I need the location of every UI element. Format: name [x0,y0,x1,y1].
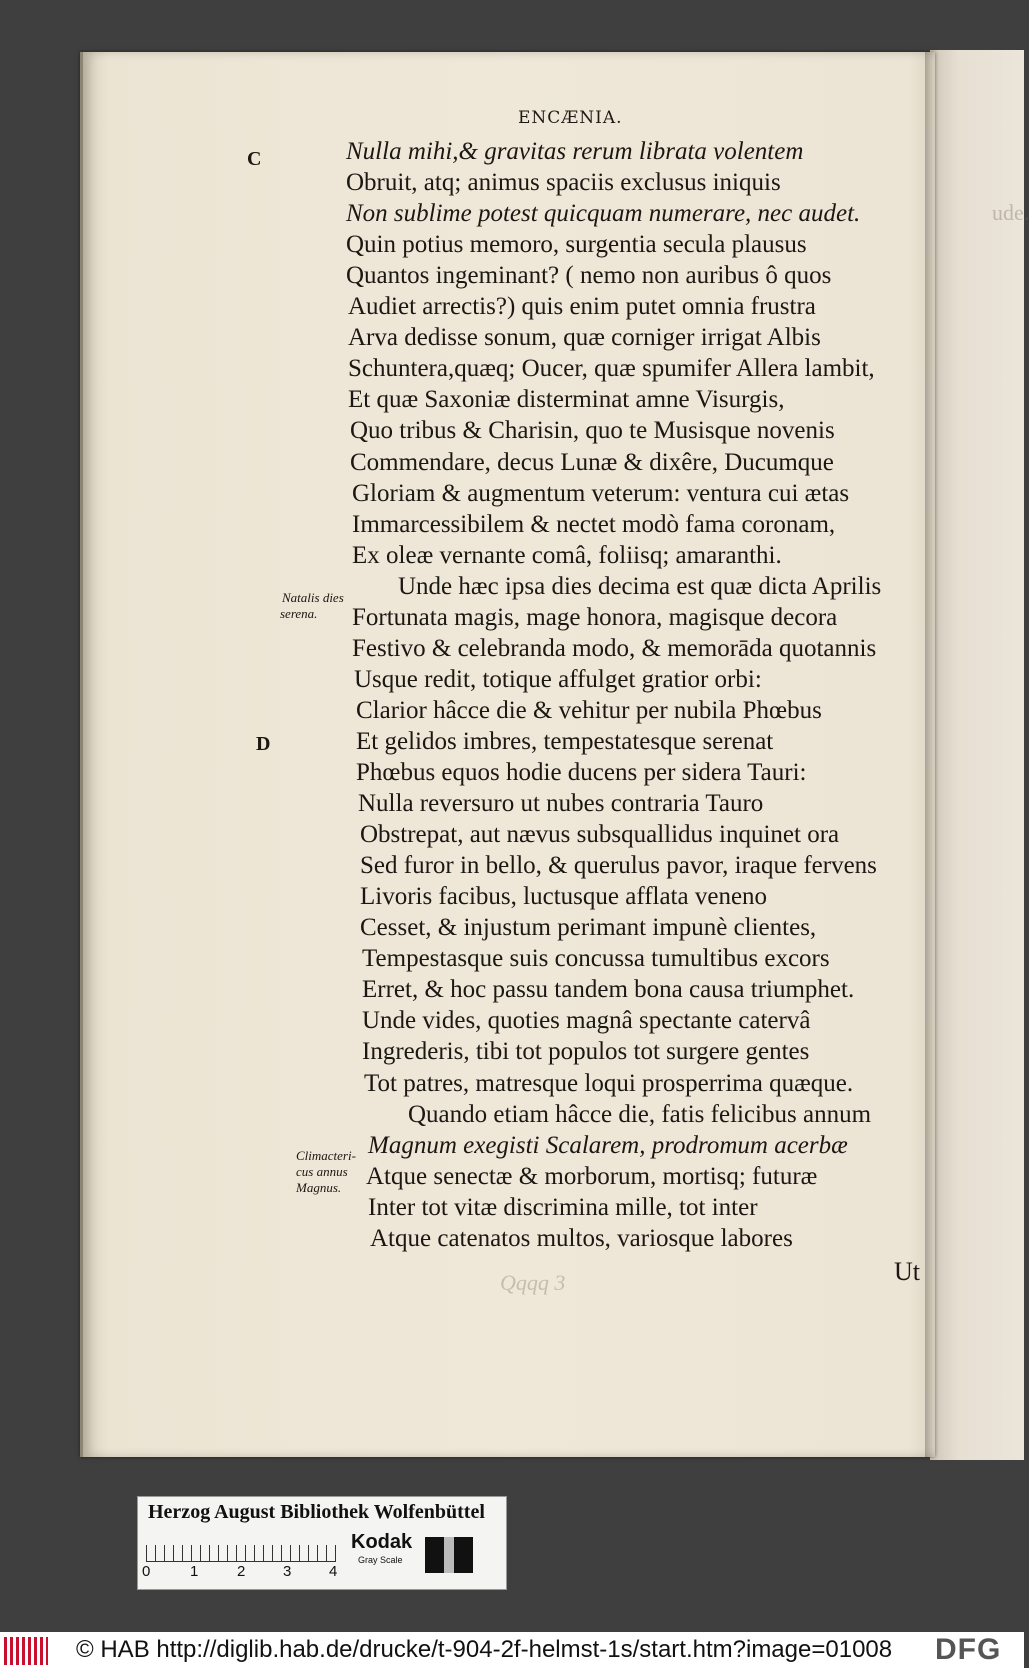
source-url[interactable]: © HAB http://diglib.hab.de/drucke/t-904-2f-helmst-1s/start.htm?image=01008 [76,1636,893,1663]
scale-number: 4 [329,1563,338,1580]
margin-note: Climacteri- [296,1148,356,1163]
poem-line: Obruit, atq; animus spaciis exclusus iniquis [346,169,781,196]
poem-line: Erret, & hoc passu tandem bona causa triumphet. [362,976,855,1003]
poem-line: Arva dedisse sonum, quæ corniger irrigat Albis [348,324,821,351]
poem-line: Nulla mihi,& gravitas rerum librata volentem [346,138,804,165]
poem-line: Non sublime potest quicquam numerare, nec audet. [346,200,861,227]
margin-note: cus annus [296,1164,348,1179]
poem-line: Phœbus equos hodie ducens per sidera Tauri: [356,759,807,786]
card-title: Herzog August Bibliothek Wolfenbüttel [148,1501,485,1523]
poem-line: Immarcessibilem & nectet modò fama coronam, [352,511,836,538]
margin-note: Natalis dies [282,590,344,605]
poem-line: Cesset, & injustum perimant impunè clientes, [360,914,817,941]
poem-line: Ex oleæ vernante comâ, foliisq; amaranthi. [352,542,782,569]
spine-shadow [925,52,935,1457]
poem-line: Tot patres, matresque loqui prosperrima quæque. [364,1070,854,1097]
section-marker: D [256,733,271,755]
poem-line: Atque senectæ & morborum, mortisq; futuræ [366,1163,818,1190]
poem-line: Schuntera,quæq; Oucer, quæ spumifer Allera lambit, [348,355,875,382]
section-marker: C [247,148,262,170]
poem-line: Tempestasque suis concussa tumultibus excors [362,945,830,972]
running-header: ENCÆNIA. [518,108,623,128]
poem-line: Gloriam & augmentum veterum: ventura cui ætas [352,480,850,507]
poem-line: Audiet arrectis?) quis enim putet omnia frustra [348,293,816,320]
poem-line: Commendare, decus Lunæ & dixêre, Ducumque [350,449,834,476]
poem-line: Magnum exegisti Scalarem, prodromum acerbæ [368,1132,848,1159]
scale-number: 3 [283,1563,292,1580]
kodak-logo: Kodak [351,1531,413,1553]
poem-line: Fortunata magis, mage honora, magisque decora [352,604,838,631]
catchword: Ut [894,1257,920,1286]
poem-line: Quantos ingeminant? ( nemo non auribus ô quos [346,262,832,289]
scale-ruler [146,1539,336,1562]
footer-bar [0,1632,1024,1668]
poem-line: Nulla reversuro ut nubes contraria Tauro [358,790,764,817]
next-page-edge [930,50,1029,1460]
color-target-card [137,1496,507,1590]
scale-number: 2 [237,1563,246,1580]
poem-line: Obstrepat, aut nævus subsquallidus inquinet ora [360,821,840,848]
poem-line: Festivo & celebranda modo, & memorāda quotannis [352,635,877,662]
poem-line: Et quæ Saxoniæ disterminat amne Visurgis, [348,386,785,413]
hab-barcode-icon [4,1637,48,1665]
poem-line: Quando etiam hâcce die, fatis felicibus annum [408,1101,872,1128]
gray-scale-label: Gray Scale [358,1555,403,1565]
poem-line: Unde vides, quoties magnâ spectante catervâ [362,1007,811,1034]
scale-number: 0 [142,1563,151,1580]
poem-line: Quin potius memoro, surgentia secula plausus [346,231,807,258]
signature-mark: Qqqq 3 [500,1270,566,1295]
poem-line: Inter tot vitæ discrimina mille, tot inter [368,1194,758,1221]
scale-number: 1 [190,1563,199,1580]
margin-note: serena. [280,606,318,621]
poem-line: Clarior hâcce die & vehitur per nubila Phœbus [356,697,822,724]
gray-scale-chip [425,1537,473,1573]
poem-line: Livoris facibus, luctusque afflata veneno [360,883,768,910]
poem-line: Atque catenatos multos, variosque labores [370,1225,793,1252]
poem-line: Unde hæc ipsa dies decima est quæ dicta Aprilis [398,573,882,600]
poem-line: Usque redit, totique affulget gratior orbi: [354,666,762,693]
margin-note: Magnus. [296,1180,342,1195]
bleed-through-text: ude. [992,200,1029,225]
poem-line: Sed furor in bello, & querulus pavor, iraque fervens [360,852,877,879]
dfg-logo: DFG [935,1633,1002,1666]
poem-line: Et gelidos imbres, tempestatesque serenat [356,728,774,755]
poem-line: Quo tribus & Charisin, quo te Musisque novenis [350,417,835,444]
poem-line: Ingrederis, tibi tot populos tot surgere gentes [362,1038,810,1065]
